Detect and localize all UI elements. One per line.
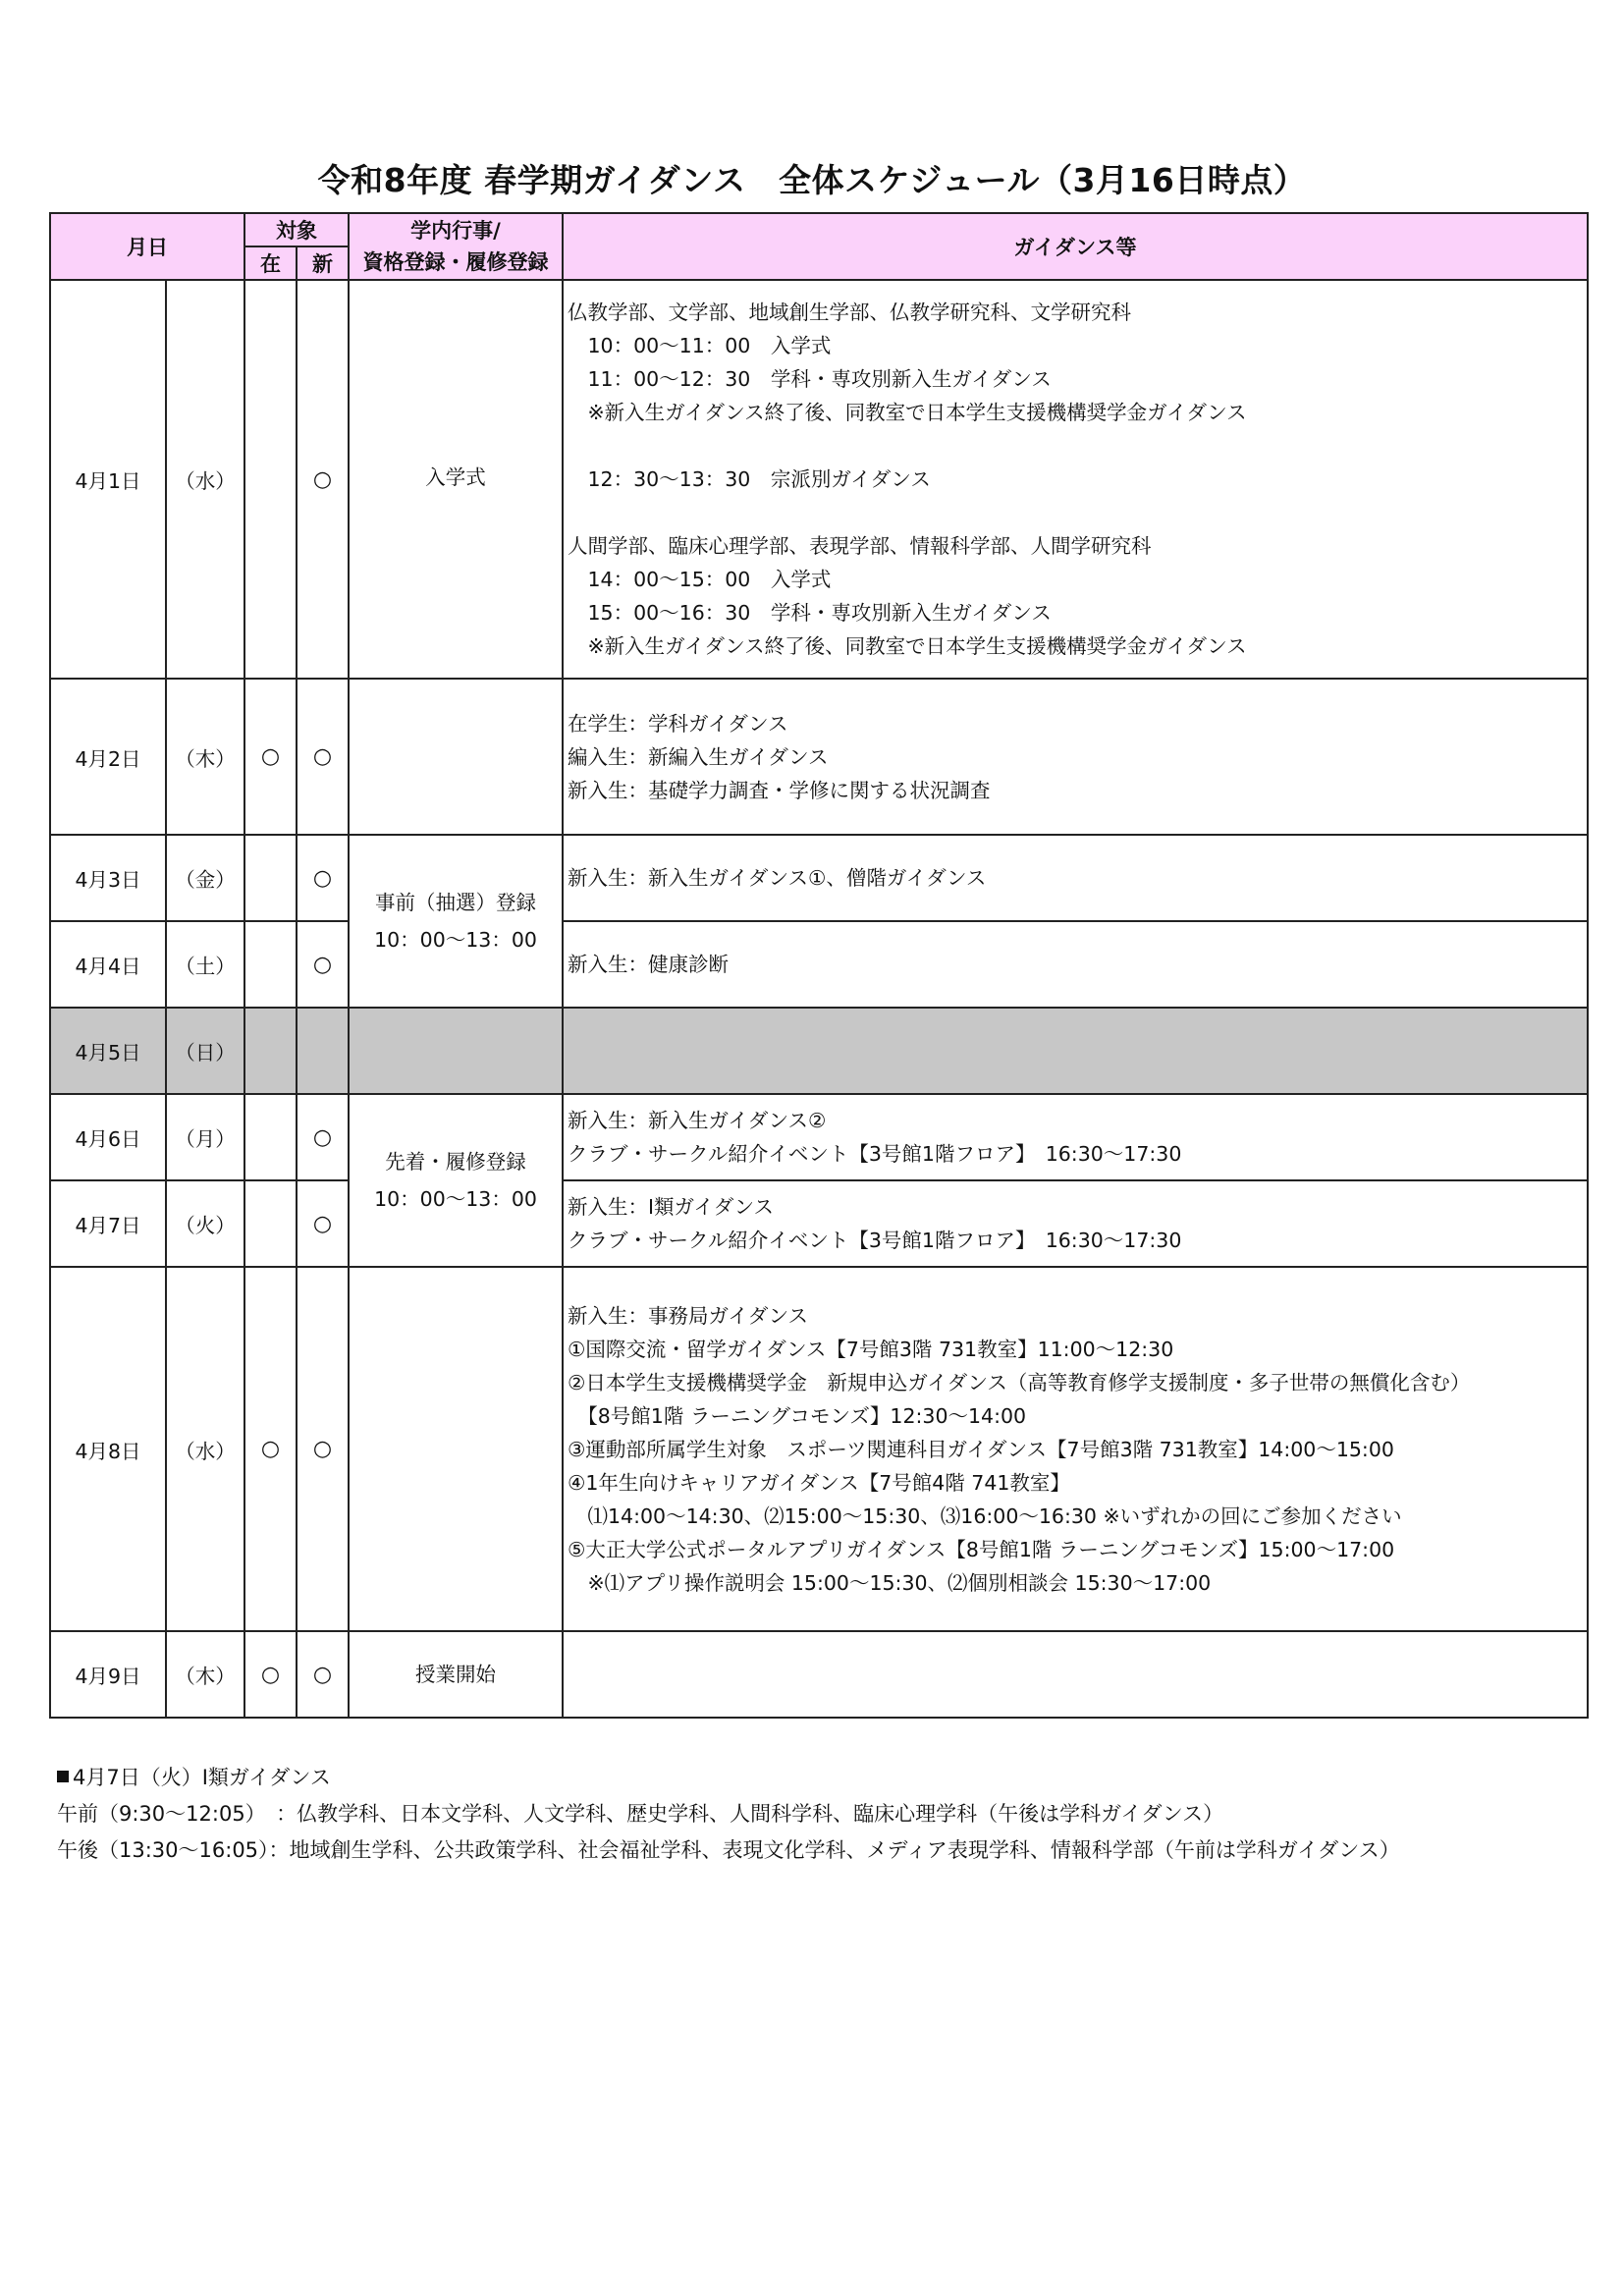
header-new: 新 xyxy=(297,246,349,280)
row-apr-6 xyxy=(50,1094,1588,1180)
header-row-1 xyxy=(50,213,1588,246)
header-guidance: ガイダンス等 xyxy=(563,213,1588,280)
guidance-line: クラブ・サークル紹介イベント【3号館1階フロア】 16:30～17:30 xyxy=(568,1142,1182,1166)
row-event-first-come-registration xyxy=(349,1094,563,1267)
row-current-mark xyxy=(244,1008,297,1094)
row-new-mark: ○ xyxy=(297,679,349,835)
event-line1: 事前（抽選）登録 xyxy=(375,891,536,914)
guidance-line: 新入生：健康診断 xyxy=(568,953,729,976)
guidance-line: クラブ・サークル紹介イベント【3号館1階フロア】 16:30～17:30 xyxy=(568,1229,1182,1252)
row-guidance xyxy=(563,1267,1588,1631)
row-new-mark: ○ xyxy=(297,1631,349,1718)
row-current-mark xyxy=(244,1180,297,1267)
row-current-mark: ○ xyxy=(244,679,297,835)
notes-heading xyxy=(57,1760,1400,1796)
row-guidance xyxy=(563,1180,1588,1267)
guidance-line: ②日本学生支援機構奨学金 新規申込ガイダンス（高等教育修学支援制度・多子世帯の無償化含む） xyxy=(568,1370,1471,1394)
row-apr-8 xyxy=(50,1267,1588,1631)
guidance-line: 新入生：Ⅰ類ガイダンス xyxy=(568,1195,775,1219)
row-date: 4月9日 xyxy=(50,1631,166,1718)
row-weekday: （水） xyxy=(166,280,244,679)
guidance-line: 15：00～16：30 学科・専攻別新入生ガイダンス xyxy=(568,601,1052,625)
row-guidance xyxy=(563,280,1588,679)
guidance-line: 仏教学部、文学部、地域創生学部、仏教学研究科、文学研究科 xyxy=(568,301,1131,324)
event-line1: 先着・履修登録 xyxy=(385,1150,526,1174)
header-event-line1: 学内行事/ xyxy=(410,219,501,243)
guidance-line: 人間学部、臨床心理学部、表現学部、情報科学部、人間学研究科 xyxy=(568,534,1152,558)
guidance-line: ※新入生ガイダンス終了後、同教室で日本学生支援機構奨学金ガイダンス xyxy=(568,401,1247,424)
guidance-line: 12：30～13：30 宗派別ガイダンス xyxy=(568,467,931,491)
guidance-line: ①国際交流・留学ガイダンス【7号館3階 731教室】11:00～12:30 xyxy=(568,1337,1174,1361)
row-event xyxy=(349,1267,563,1631)
row-date: 4月6日 xyxy=(50,1094,166,1180)
row-guidance xyxy=(563,835,1588,921)
header-target: 対象 xyxy=(244,213,349,246)
notes-afternoon: 午後（13:30～16:05）：地域創生学科、公共政策学科、社会福祉学科、表現文化学科、メディア表現学科、情報科学部（午前は学科ガイダンス） xyxy=(57,1838,1400,1862)
row-weekday: （木） xyxy=(166,679,244,835)
row-weekday: （水） xyxy=(166,1267,244,1631)
row-date: 4月7日 xyxy=(50,1180,166,1267)
notes-heading-text: 4月7日（火）Ⅰ類ガイダンス xyxy=(73,1766,331,1789)
row-weekday: （日） xyxy=(166,1008,244,1094)
guidance-line: 11：00～12：30 学科・専攻別新入生ガイダンス xyxy=(568,367,1052,391)
guidance-line: 14：00～15：00 入学式 xyxy=(568,568,832,591)
row-new-mark: ○ xyxy=(297,1094,349,1180)
row-new-mark: ○ xyxy=(297,1267,349,1631)
guidance-line: ※⑴アプリ操作説明会 15:00～15:30、⑵個別相談会 15:30～17:00 xyxy=(568,1570,1212,1595)
row-guidance xyxy=(563,1631,1588,1718)
guidance-line: ⑤大正大学公式ポータルアプリガイダンス【8号館1階 ラーニングコモンズ】15:00～17:00 xyxy=(568,1537,1395,1561)
row-date: 4月3日 xyxy=(50,835,166,921)
row-date: 4月5日 xyxy=(50,1008,166,1094)
row-date: 4月4日 xyxy=(50,921,166,1008)
page-title: 令和8年度 春学期ガイダンス 全体スケジュール（3月16日時点） xyxy=(317,161,1307,199)
guidance-line xyxy=(568,496,1587,529)
row-event-advance-registration xyxy=(349,835,563,1008)
notes-section xyxy=(57,1760,1400,1869)
guidance-line: 【8号館1階 ラーニングコモンズ】12:30～14:00 xyxy=(568,1403,1027,1428)
row-new-mark: ○ xyxy=(297,921,349,1008)
row-apr-9 xyxy=(50,1631,1588,1718)
guidance-line: 新入生：事務局ガイダンス xyxy=(568,1303,808,1328)
row-apr-5 xyxy=(50,1008,1588,1094)
row-guidance xyxy=(563,679,1588,835)
header-event-line2: 資格登録・履修登録 xyxy=(362,250,549,274)
row-date: 4月2日 xyxy=(50,679,166,835)
square-bullet-icon xyxy=(57,1771,69,1782)
row-current-mark: ○ xyxy=(244,1631,297,1718)
guidance-line: 編入生：新編入生ガイダンス xyxy=(568,744,829,769)
row-apr-2 xyxy=(50,679,1588,835)
guidance-line: 在学生：学科ガイダンス xyxy=(568,711,788,736)
row-new-mark: ○ xyxy=(297,835,349,921)
header-event xyxy=(349,213,563,280)
schedule-table xyxy=(49,212,1589,1719)
guidance-line xyxy=(568,429,1587,463)
guidance-line: ③運動部所属学生対象 スポーツ関連科目ガイダンス【7号館3階 731教室】14:00～15:00 xyxy=(568,1437,1394,1461)
row-weekday: （木） xyxy=(166,1631,244,1718)
row-apr-3 xyxy=(50,835,1588,921)
row-weekday: （火） xyxy=(166,1180,244,1267)
row-new-mark xyxy=(297,1008,349,1094)
row-new-mark: ○ xyxy=(297,1180,349,1267)
row-current-mark xyxy=(244,835,297,921)
row-current-mark xyxy=(244,921,297,1008)
row-date: 4月8日 xyxy=(50,1267,166,1631)
row-date: 4月1日 xyxy=(50,280,166,679)
row-event: 入学式 xyxy=(349,280,563,679)
guidance-line: ※新入生ガイダンス終了後、同教室で日本学生支援機構奨学金ガイダンス xyxy=(568,634,1247,658)
notes-morning: 午前（9:30～12:05） ：仏教学科、日本文学科、人文学科、歴史学科、人間科学科、臨床心理学科（午後は学科ガイダンス） xyxy=(57,1802,1224,1826)
event-line2: 10：00～13：00 xyxy=(374,928,537,952)
row-apr-4 xyxy=(50,921,1588,1008)
row-weekday: （月） xyxy=(166,1094,244,1180)
guidance-line: 新入生：基礎学力調査・学修に関する状況調査 xyxy=(568,778,991,802)
row-weekday: （金） xyxy=(166,835,244,921)
row-apr-7 xyxy=(50,1180,1588,1267)
row-guidance xyxy=(563,1008,1588,1094)
header-current: 在 xyxy=(244,246,297,280)
row-event xyxy=(349,1008,563,1094)
row-event: 授業開始 xyxy=(349,1631,563,1718)
guidance-line: 10：00～11：00 入学式 xyxy=(568,334,832,357)
row-weekday: （土） xyxy=(166,921,244,1008)
row-event xyxy=(349,679,563,835)
row-guidance xyxy=(563,1094,1588,1180)
guidance-line: 新入生：新入生ガイダンス② xyxy=(568,1109,827,1132)
guidance-line: ⑴14:00～14:30、⑵15:00～15:30、⑶16:00～16:30 ※いずれかの回にご参加ください xyxy=(568,1503,1402,1528)
row-current-mark xyxy=(244,280,297,679)
row-current-mark: ○ xyxy=(244,1267,297,1631)
row-new-mark: ○ xyxy=(297,280,349,679)
event-line2: 10：00～13：00 xyxy=(374,1187,537,1211)
header-date: 月日 xyxy=(50,213,244,280)
row-current-mark xyxy=(244,1094,297,1180)
guidance-line: ④1年生向けキャリアガイダンス【7号館4階 741教室】 xyxy=(568,1470,1070,1495)
guidance-line: 新入生：新入生ガイダンス①、僧階ガイダンス xyxy=(568,866,987,890)
row-apr-1 xyxy=(50,280,1588,679)
row-guidance xyxy=(563,921,1588,1008)
